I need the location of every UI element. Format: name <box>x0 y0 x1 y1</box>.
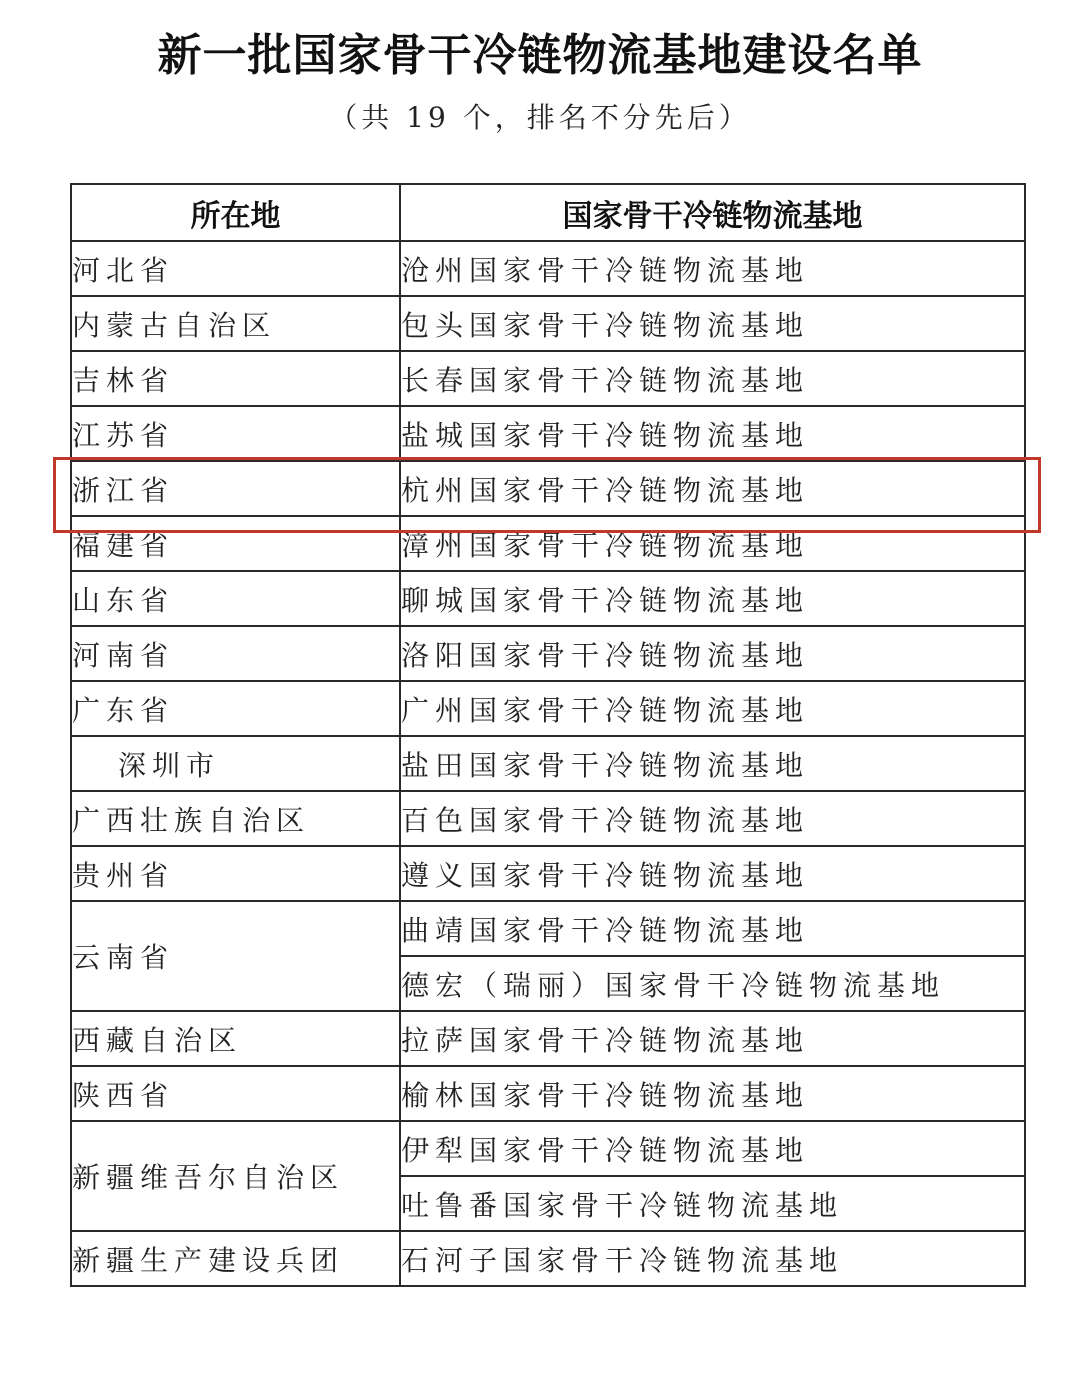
location-cell: 陕西省 <box>71 1066 400 1121</box>
location-cell: 云南省 <box>71 901 400 1011</box>
table-row <box>71 406 1025 461</box>
table-row <box>71 901 1025 956</box>
location-cell: 山东省 <box>71 571 400 626</box>
location-cell: 深圳市 <box>71 736 400 791</box>
base-cell: 榆林国家骨干冷链物流基地 <box>400 1066 1025 1121</box>
location-cell: 河北省 <box>71 241 400 296</box>
base-cell: 包头国家骨干冷链物流基地 <box>400 296 1025 351</box>
base-cell: 吐鲁番国家骨干冷链物流基地 <box>400 1176 1025 1231</box>
table-row <box>71 681 1025 736</box>
table-row <box>71 1011 1025 1066</box>
table-row <box>71 846 1025 901</box>
base-cell: 德宏（瑞丽）国家骨干冷链物流基地 <box>400 956 1025 1011</box>
page-title: 新一批国家骨干冷链物流基地建设名单 <box>157 30 923 81</box>
base-cell: 杭州国家骨干冷链物流基地 <box>400 461 1025 516</box>
location-cell: 吉林省 <box>71 351 400 406</box>
table-header-row <box>71 184 1025 241</box>
page-subtitle: （共 19 个，排名不分先后） <box>329 101 751 134</box>
location-cell: 福建省 <box>71 516 400 571</box>
base-cell: 石河子国家骨干冷链物流基地 <box>400 1231 1025 1286</box>
base-cell: 漳州国家骨干冷链物流基地 <box>400 516 1025 571</box>
base-cell: 广州国家骨干冷链物流基地 <box>400 681 1025 736</box>
base-cell: 沧州国家骨干冷链物流基地 <box>400 241 1025 296</box>
base-cell: 聊城国家骨干冷链物流基地 <box>400 571 1025 626</box>
location-cell: 内蒙古自治区 <box>71 296 400 351</box>
table-row <box>71 351 1025 406</box>
base-cell: 盐城国家骨干冷链物流基地 <box>400 406 1025 461</box>
table-row <box>71 736 1025 791</box>
base-cell: 长春国家骨干冷链物流基地 <box>400 351 1025 406</box>
table-row-highlighted <box>71 461 1025 516</box>
base-cell: 曲靖国家骨干冷链物流基地 <box>400 901 1025 956</box>
location-cell: 河南省 <box>71 626 400 681</box>
location-cell: 浙江省 <box>71 461 400 516</box>
location-cell: 广东省 <box>71 681 400 736</box>
base-cell: 洛阳国家骨干冷链物流基地 <box>400 626 1025 681</box>
table-row <box>71 1066 1025 1121</box>
table-row <box>71 571 1025 626</box>
base-cell: 拉萨国家骨干冷链物流基地 <box>400 1011 1025 1066</box>
column-header-base: 国家骨干冷链物流基地 <box>400 184 1025 241</box>
column-header-location: 所在地 <box>71 184 400 241</box>
location-cell: 贵州省 <box>71 846 400 901</box>
base-cell: 百色国家骨干冷链物流基地 <box>400 791 1025 846</box>
base-cell: 伊犁国家骨干冷链物流基地 <box>400 1121 1025 1176</box>
table-row <box>71 1121 1025 1176</box>
base-cell: 遵义国家骨干冷链物流基地 <box>400 846 1025 901</box>
base-cell: 盐田国家骨干冷链物流基地 <box>400 736 1025 791</box>
table-row <box>71 1231 1025 1286</box>
location-cell: 新疆生产建设兵团 <box>71 1231 400 1286</box>
location-cell: 江苏省 <box>71 406 400 461</box>
base-list-table <box>70 183 1026 1287</box>
table-row <box>71 516 1025 571</box>
table-row <box>71 791 1025 846</box>
table-row <box>71 626 1025 681</box>
table-row <box>71 241 1025 296</box>
location-cell: 新疆维吾尔自治区 <box>71 1121 400 1231</box>
table-row <box>71 296 1025 351</box>
location-cell: 广西壮族自治区 <box>71 791 400 846</box>
table-body <box>71 241 1025 1286</box>
location-cell: 西藏自治区 <box>71 1011 400 1066</box>
